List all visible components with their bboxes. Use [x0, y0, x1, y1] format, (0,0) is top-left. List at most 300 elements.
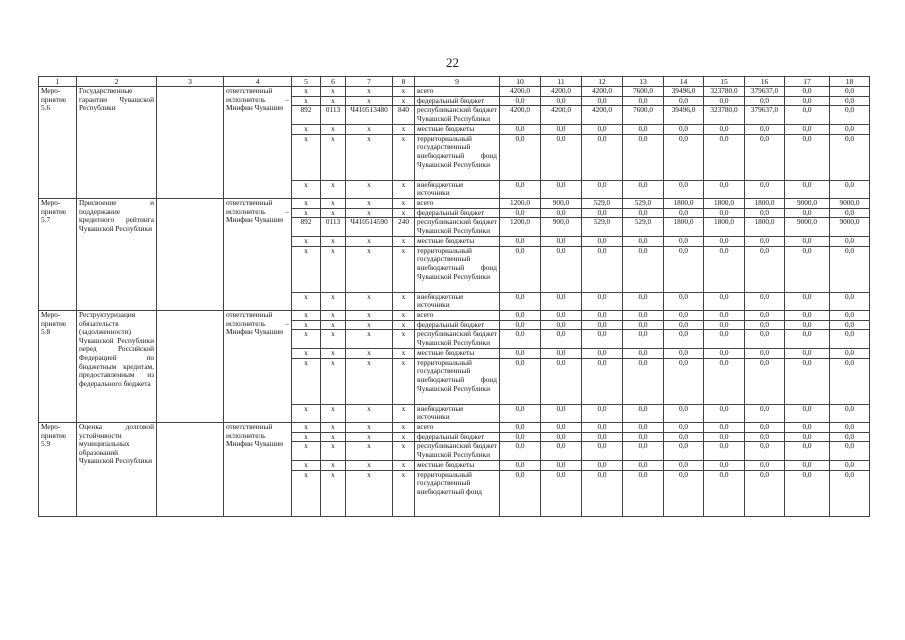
value-cell: 0,0	[582, 96, 623, 106]
value-cell: 0,0	[830, 134, 870, 180]
grbs-code: x	[292, 87, 321, 97]
target-article-code: x	[346, 349, 393, 359]
target-article-code: x	[346, 246, 393, 292]
value-cell: 1800,0	[745, 218, 785, 237]
value-cell: 4200,0	[500, 87, 541, 97]
section-code: x	[321, 470, 346, 516]
expense-type-code: x	[393, 358, 415, 404]
value-cell: 0,0	[582, 358, 623, 404]
expense-type-code: x	[393, 292, 415, 310]
value-cell: 0,0	[785, 96, 830, 106]
value-cell: 0,0	[623, 358, 664, 404]
header-cell: 13	[623, 77, 664, 87]
value-cell: 0,0	[664, 310, 704, 320]
table-row	[39, 310, 870, 320]
expense-type-code: x	[393, 461, 415, 471]
section-code: 0113	[321, 106, 346, 125]
value-cell: 1800,0	[664, 218, 704, 237]
value-cell: 1800,0	[704, 198, 745, 208]
funding-source: внебюджетные источники	[415, 404, 500, 422]
header-cell: 14	[664, 77, 704, 87]
value-cell: 0,0	[541, 125, 582, 135]
value-cell: 4200,0	[500, 106, 541, 125]
value-cell: 0,0	[704, 246, 745, 292]
value-cell: 0,0	[830, 125, 870, 135]
value-cell: 0,0	[623, 310, 664, 320]
funding-source: республиканский бюджет Чувашской Республики	[415, 218, 500, 237]
value-cell: 0,0	[623, 292, 664, 310]
empty-cell	[157, 422, 224, 516]
executor-cell: ответственный исполнитель – Минфин Чувашии	[224, 198, 292, 310]
value-cell: 0,0	[664, 125, 704, 135]
funding-source: федеральный бюджет	[415, 320, 500, 330]
value-cell: 0,0	[745, 310, 785, 320]
grbs-code: x	[292, 134, 321, 180]
grbs-code: x	[292, 320, 321, 330]
value-cell: 0,0	[704, 432, 745, 442]
value-cell: 39496,0	[664, 106, 704, 125]
expense-type-code: x	[393, 198, 415, 208]
table-row	[39, 198, 870, 208]
value-cell: 0,0	[664, 422, 704, 432]
grbs-code: 892	[292, 218, 321, 237]
value-cell: 0,0	[745, 96, 785, 106]
value-cell: 0,0	[541, 237, 582, 247]
value-cell: 0,0	[745, 330, 785, 349]
expense-type-code: x	[393, 246, 415, 292]
value-cell: 0,0	[664, 349, 704, 359]
target-article-code: x	[346, 125, 393, 135]
funding-source: территориальный государственный внебюджетный фонд Чувашской Республики	[415, 134, 500, 180]
target-article-code: x	[346, 404, 393, 422]
value-cell: 0,0	[541, 292, 582, 310]
value-cell: 0,0	[830, 442, 870, 461]
value-cell: 0,0	[704, 180, 745, 198]
grbs-code: x	[292, 404, 321, 422]
value-cell: 0,0	[830, 422, 870, 432]
budget-table	[38, 76, 870, 517]
value-cell: 0,0	[745, 404, 785, 422]
value-cell: 9000,0	[785, 198, 830, 208]
value-cell: 0,0	[830, 106, 870, 125]
grbs-code: x	[292, 422, 321, 432]
funding-source: федеральный бюджет	[415, 208, 500, 218]
value-cell: 0,0	[582, 404, 623, 422]
funding-source: местные бюджеты	[415, 237, 500, 247]
target-article-code: x	[346, 292, 393, 310]
value-cell: 0,0	[500, 134, 541, 180]
expense-type-code: 840	[393, 106, 415, 125]
value-cell: 0,0	[785, 358, 830, 404]
value-cell: 0,0	[664, 246, 704, 292]
value-cell: 0,0	[582, 310, 623, 320]
header-cell: 5	[292, 77, 321, 87]
funding-source: республиканский бюджет Чувашской Республики	[415, 442, 500, 461]
activity-name: Государственные гарантии Чувашской Республики	[77, 87, 157, 199]
executor-cell: ответственный исполнитель – Минфин Чувашии	[224, 87, 292, 199]
value-cell: 39496,0	[664, 87, 704, 97]
expense-type-code: x	[393, 208, 415, 218]
activity-name: Присвоение и поддержание кредитного рейтинга Чувашской Республики	[77, 198, 157, 310]
value-cell: 0,0	[664, 432, 704, 442]
value-cell: 0,0	[541, 96, 582, 106]
activity-label: Меро-приятие 5.8	[39, 310, 77, 422]
grbs-code: x	[292, 96, 321, 106]
section-code: x	[321, 320, 346, 330]
expense-type-code: x	[393, 96, 415, 106]
value-cell: 0,0	[541, 470, 582, 516]
value-cell: 0,0	[704, 292, 745, 310]
table-row	[39, 87, 870, 97]
value-cell: 0,0	[830, 208, 870, 218]
value-cell: 0,0	[664, 134, 704, 180]
value-cell: 0,0	[785, 134, 830, 180]
value-cell: 0,0	[623, 96, 664, 106]
target-article-code: x	[346, 208, 393, 218]
value-cell: 0,0	[704, 404, 745, 422]
value-cell: 0,0	[664, 180, 704, 198]
funding-source: всего	[415, 198, 500, 208]
section-code: x	[321, 358, 346, 404]
value-cell: 0,0	[582, 292, 623, 310]
value-cell: 0,0	[500, 180, 541, 198]
value-cell: 0,0	[704, 349, 745, 359]
section-code: x	[321, 237, 346, 247]
section-code: x	[321, 422, 346, 432]
value-cell: 4200,0	[582, 106, 623, 125]
value-cell: 0,0	[785, 237, 830, 247]
funding-source: федеральный бюджет	[415, 96, 500, 106]
value-cell: 4200,0	[541, 106, 582, 125]
table-row	[39, 422, 870, 432]
value-cell: 0,0	[500, 358, 541, 404]
value-cell: 323780,0	[704, 87, 745, 97]
section-code: x	[321, 432, 346, 442]
value-cell: 0,0	[830, 180, 870, 198]
value-cell: 0,0	[830, 330, 870, 349]
value-cell: 0,0	[541, 432, 582, 442]
target-article-code: x	[346, 461, 393, 471]
value-cell: 0,0	[623, 208, 664, 218]
value-cell: 0,0	[582, 349, 623, 359]
expense-type-code: x	[393, 237, 415, 247]
value-cell: 0,0	[541, 349, 582, 359]
value-cell: 0,0	[582, 134, 623, 180]
activity-name: Реструктуризация обязательств (задолженности) Чувашской Республики перед Российской Федерацией по бюджетным кредитам, предоставленным из федерального бюджета	[77, 310, 157, 422]
value-cell: 529,0	[623, 218, 664, 237]
value-cell: 0,0	[704, 237, 745, 247]
funding-source: федеральный бюджет	[415, 432, 500, 442]
value-cell: 0,0	[745, 237, 785, 247]
expense-type-code: x	[393, 310, 415, 320]
value-cell: 0,0	[745, 432, 785, 442]
funding-source: всего	[415, 87, 500, 97]
value-cell: 0,0	[664, 96, 704, 106]
value-cell: 0,0	[623, 349, 664, 359]
section-code: x	[321, 180, 346, 198]
value-cell: 0,0	[500, 125, 541, 135]
expense-type-code: x	[393, 330, 415, 349]
value-cell: 0,0	[785, 125, 830, 135]
header-cell: 11	[541, 77, 582, 87]
header-cell: 15	[704, 77, 745, 87]
value-cell: 0,0	[500, 470, 541, 516]
grbs-code: x	[292, 246, 321, 292]
value-cell: 0,0	[582, 180, 623, 198]
funding-source: местные бюджеты	[415, 461, 500, 471]
value-cell: 1200,0	[500, 198, 541, 208]
page-number: 22	[446, 55, 459, 70]
value-cell: 0,0	[541, 310, 582, 320]
funding-source: территориальный государственный внебюджетный фонд Чувашской Республики	[415, 246, 500, 292]
expense-type-code: x	[393, 320, 415, 330]
value-cell: 0,0	[623, 237, 664, 247]
value-cell: 0,0	[785, 310, 830, 320]
value-cell: 0,0	[500, 237, 541, 247]
funding-source: территориальный государственный внебюджетный фонд	[415, 470, 500, 516]
value-cell: 0,0	[745, 292, 785, 310]
value-cell: 0,0	[623, 432, 664, 442]
value-cell: 0,0	[623, 320, 664, 330]
activity-label: Меро-приятие 5.6	[39, 87, 77, 199]
header-row	[39, 77, 870, 87]
value-cell: 323780,0	[704, 106, 745, 125]
target-article-code: x	[346, 237, 393, 247]
value-cell: 0,0	[623, 134, 664, 180]
value-cell: 0,0	[745, 442, 785, 461]
funding-source: территориальный государственный внебюджетный фонд Чувашской Республики	[415, 358, 500, 404]
value-cell: 0,0	[582, 442, 623, 461]
header-cell: 17	[785, 77, 830, 87]
section-code: x	[321, 461, 346, 471]
expense-type-code: x	[393, 404, 415, 422]
value-cell: 0,0	[664, 358, 704, 404]
target-article-code: x	[346, 432, 393, 442]
value-cell: 0,0	[785, 432, 830, 442]
header-cell: 3	[157, 77, 224, 87]
value-cell: 0,0	[541, 404, 582, 422]
value-cell: 0,0	[582, 208, 623, 218]
expense-type-code: x	[393, 180, 415, 198]
grbs-code: x	[292, 461, 321, 471]
empty-cell	[157, 87, 224, 199]
value-cell: 0,0	[500, 461, 541, 471]
funding-source: всего	[415, 310, 500, 320]
value-cell: 0,0	[500, 349, 541, 359]
header-cell: 7	[346, 77, 393, 87]
activity-name: Оценка долговой устойчивости муниципальных образований Чувашской Республики	[77, 422, 157, 516]
value-cell: 0,0	[785, 422, 830, 432]
value-cell: 0,0	[830, 461, 870, 471]
value-cell: 0,0	[664, 442, 704, 461]
target-article-code: x	[346, 96, 393, 106]
value-cell: 0,0	[704, 134, 745, 180]
value-cell: 900,0	[541, 198, 582, 208]
value-cell: 0,0	[785, 208, 830, 218]
value-cell: 0,0	[830, 96, 870, 106]
target-article-code: x	[346, 198, 393, 208]
empty-cell	[157, 198, 224, 310]
section-code: 0113	[321, 218, 346, 237]
target-article-code: x	[346, 134, 393, 180]
value-cell: 0,0	[500, 208, 541, 218]
expense-type-code: x	[393, 349, 415, 359]
funding-source: республиканский бюджет Чувашской Республики	[415, 330, 500, 349]
grbs-code: x	[292, 237, 321, 247]
value-cell: 0,0	[582, 461, 623, 471]
value-cell: 0,0	[541, 422, 582, 432]
funding-source: всего	[415, 422, 500, 432]
value-cell: 0,0	[623, 461, 664, 471]
value-cell: 0,0	[704, 96, 745, 106]
value-cell: 0,0	[500, 310, 541, 320]
expense-type-code: x	[393, 432, 415, 442]
value-cell: 0,0	[704, 330, 745, 349]
value-cell: 0,0	[830, 349, 870, 359]
value-cell: 0,0	[704, 422, 745, 432]
activity-label: Меро-приятие 5.7	[39, 198, 77, 310]
value-cell: 0,0	[623, 404, 664, 422]
value-cell: 0,0	[745, 246, 785, 292]
value-cell: 0,0	[745, 349, 785, 359]
target-article-code: x	[346, 180, 393, 198]
value-cell: 0,0	[664, 404, 704, 422]
header-cell: 2	[77, 77, 157, 87]
value-cell: 0,0	[664, 320, 704, 330]
value-cell: 0,0	[704, 208, 745, 218]
expense-type-code: x	[393, 470, 415, 516]
funding-source: местные бюджеты	[415, 349, 500, 359]
value-cell: 0,0	[745, 134, 785, 180]
value-cell: 9000,0	[785, 218, 830, 237]
target-article-code: Ч410513480	[346, 106, 393, 125]
section-code: x	[321, 330, 346, 349]
value-cell: 0,0	[541, 320, 582, 330]
target-article-code: x	[346, 330, 393, 349]
value-cell: 0,0	[830, 87, 870, 97]
expense-type-code: x	[393, 442, 415, 461]
value-cell: 0,0	[500, 404, 541, 422]
expense-type-code: x	[393, 125, 415, 135]
activity-label: Меро-приятие 5.9	[39, 422, 77, 516]
value-cell: 0,0	[785, 87, 830, 97]
value-cell: 0,0	[830, 246, 870, 292]
value-cell: 0,0	[785, 180, 830, 198]
value-cell: 0,0	[623, 470, 664, 516]
section-code: x	[321, 246, 346, 292]
value-cell: 0,0	[582, 237, 623, 247]
value-cell: 0,0	[830, 292, 870, 310]
target-article-code: x	[346, 470, 393, 516]
value-cell: 0,0	[623, 180, 664, 198]
target-article-code: x	[346, 87, 393, 97]
executor-cell: ответственный исполнитель Минфин Чувашии	[224, 422, 292, 516]
value-cell: 0,0	[745, 358, 785, 404]
value-cell: 0,0	[704, 442, 745, 461]
value-cell: 0,0	[830, 310, 870, 320]
value-cell: 0,0	[785, 330, 830, 349]
value-cell: 0,0	[785, 442, 830, 461]
value-cell: 0,0	[785, 404, 830, 422]
value-cell: 7600,0	[623, 87, 664, 97]
value-cell: 0,0	[541, 134, 582, 180]
value-cell: 0,0	[541, 246, 582, 292]
value-cell: 529,0	[582, 218, 623, 237]
value-cell: 379637,0	[745, 106, 785, 125]
value-cell: 0,0	[582, 330, 623, 349]
value-cell: 0,0	[785, 349, 830, 359]
section-code: x	[321, 87, 346, 97]
value-cell: 0,0	[785, 320, 830, 330]
value-cell: 1200,0	[500, 218, 541, 237]
value-cell: 0,0	[664, 461, 704, 471]
grbs-code: x	[292, 358, 321, 404]
value-cell: 0,0	[500, 96, 541, 106]
grbs-code: x	[292, 180, 321, 198]
value-cell: 0,0	[582, 422, 623, 432]
value-cell: 1800,0	[664, 198, 704, 208]
value-cell: 0,0	[541, 180, 582, 198]
section-code: x	[321, 310, 346, 320]
value-cell: 0,0	[623, 125, 664, 135]
grbs-code: x	[292, 292, 321, 310]
section-code: x	[321, 404, 346, 422]
value-cell: 0,0	[582, 432, 623, 442]
value-cell: 0,0	[582, 320, 623, 330]
header-cell: 4	[224, 77, 292, 87]
header-cell: 12	[582, 77, 623, 87]
value-cell: 0,0	[664, 237, 704, 247]
value-cell: 7600,0	[623, 106, 664, 125]
grbs-code: 892	[292, 106, 321, 125]
value-cell: 379637,0	[745, 87, 785, 97]
executor-cell: ответственный исполнитель – Минфин Чувашии	[224, 310, 292, 422]
value-cell: 0,0	[830, 432, 870, 442]
value-cell: 0,0	[500, 422, 541, 432]
value-cell: 0,0	[500, 442, 541, 461]
grbs-code: x	[292, 349, 321, 359]
grbs-code: x	[292, 310, 321, 320]
value-cell: 0,0	[664, 330, 704, 349]
section-code: x	[321, 198, 346, 208]
value-cell: 0,0	[623, 442, 664, 461]
value-cell: 0,0	[623, 246, 664, 292]
value-cell: 0,0	[785, 461, 830, 471]
grbs-code: x	[292, 208, 321, 218]
header-cell: 16	[745, 77, 785, 87]
value-cell: 0,0	[830, 237, 870, 247]
value-cell: 0,0	[785, 292, 830, 310]
value-cell: 900,0	[541, 218, 582, 237]
empty-cell	[157, 310, 224, 422]
grbs-code: x	[292, 470, 321, 516]
expense-type-code: x	[393, 87, 415, 97]
value-cell: 0,0	[745, 422, 785, 432]
value-cell: 0,0	[582, 470, 623, 516]
value-cell: 0,0	[704, 461, 745, 471]
value-cell: 0,0	[623, 422, 664, 432]
value-cell: 0,0	[500, 246, 541, 292]
header-cell: 8	[393, 77, 415, 87]
value-cell: 1800,0	[704, 218, 745, 237]
value-cell: 0,0	[500, 432, 541, 442]
section-code: x	[321, 96, 346, 106]
header-cell: 10	[500, 77, 541, 87]
value-cell: 0,0	[664, 208, 704, 218]
value-cell: 0,0	[745, 208, 785, 218]
value-cell: 1800,0	[745, 198, 785, 208]
value-cell: 0,0	[704, 125, 745, 135]
